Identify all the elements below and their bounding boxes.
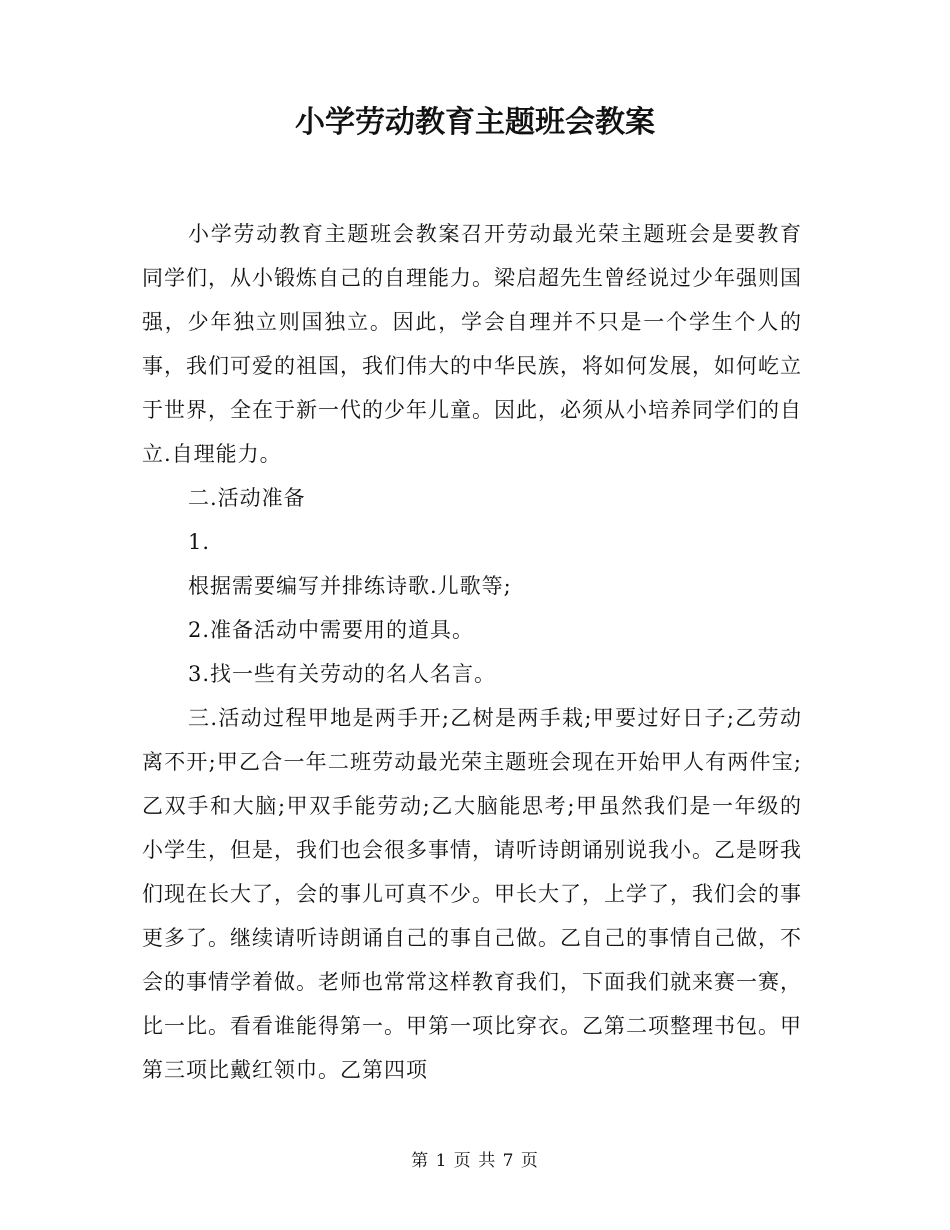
document-body — [142, 212, 802, 1092]
paragraph-item-1-text: 根据需要编写并排练诗歌.儿歌等; — [188, 574, 512, 598]
paragraph-item-1-number: 1. — [188, 530, 211, 554]
document-title: 小学劳动教育主题班会教案 — [295, 105, 655, 140]
paragraph-item-3: 3.找一些有关劳动的名人名言。 — [188, 662, 497, 686]
paragraph-item-2: 2.准备活动中需要用的道具。 — [188, 618, 475, 642]
paragraph-intro: 小学劳动教育主题班会教案召开劳动最光荣主题班会是要教育同学们，从小锻炼自己的自理能力。梁启超先生曾经说过少年强则国强，少年独立则国独立。因此，学会自理并不只是一个学生个人的事，我们可爱的祖国，我们伟大的中华民族，将如何发展，如何屹立于世界，全在于新一代的少年儿童。因此，必须从小培养同学们的自立.自理能力。 — [142, 222, 802, 466]
page-footer: 第 1 页 共 7 页 — [411, 1151, 539, 1171]
paragraph-section-2-heading: 二.活动准备 — [188, 486, 306, 510]
paragraph-section-3: 三.活动过程甲地是两手开;乙树是两手栽;甲要过好日子;乙劳动离不开;甲乙合一年二班劳动最光荣主题班会现在开始甲人有两件宝;乙双手和大脑;甲双手能劳动;乙大脑能思考;甲虽然我们是一年级的小学生，但是，我们也会很多事情，请听诗朗诵别说我小。乙是呀我们现在长大了，会的事儿可真不少。甲长大了，上学了，我们会的事更多了。继续请听诗朗诵自己的事自己做。乙自己的事情自己做，不会的事情学着做。老师也常常这样教育我们，下面我们就来赛一赛，比一比。看看谁能得第一。甲第一项比穿衣。乙第二项整理书包。甲第三项比戴红领巾。乙第四项 — [142, 706, 802, 1082]
